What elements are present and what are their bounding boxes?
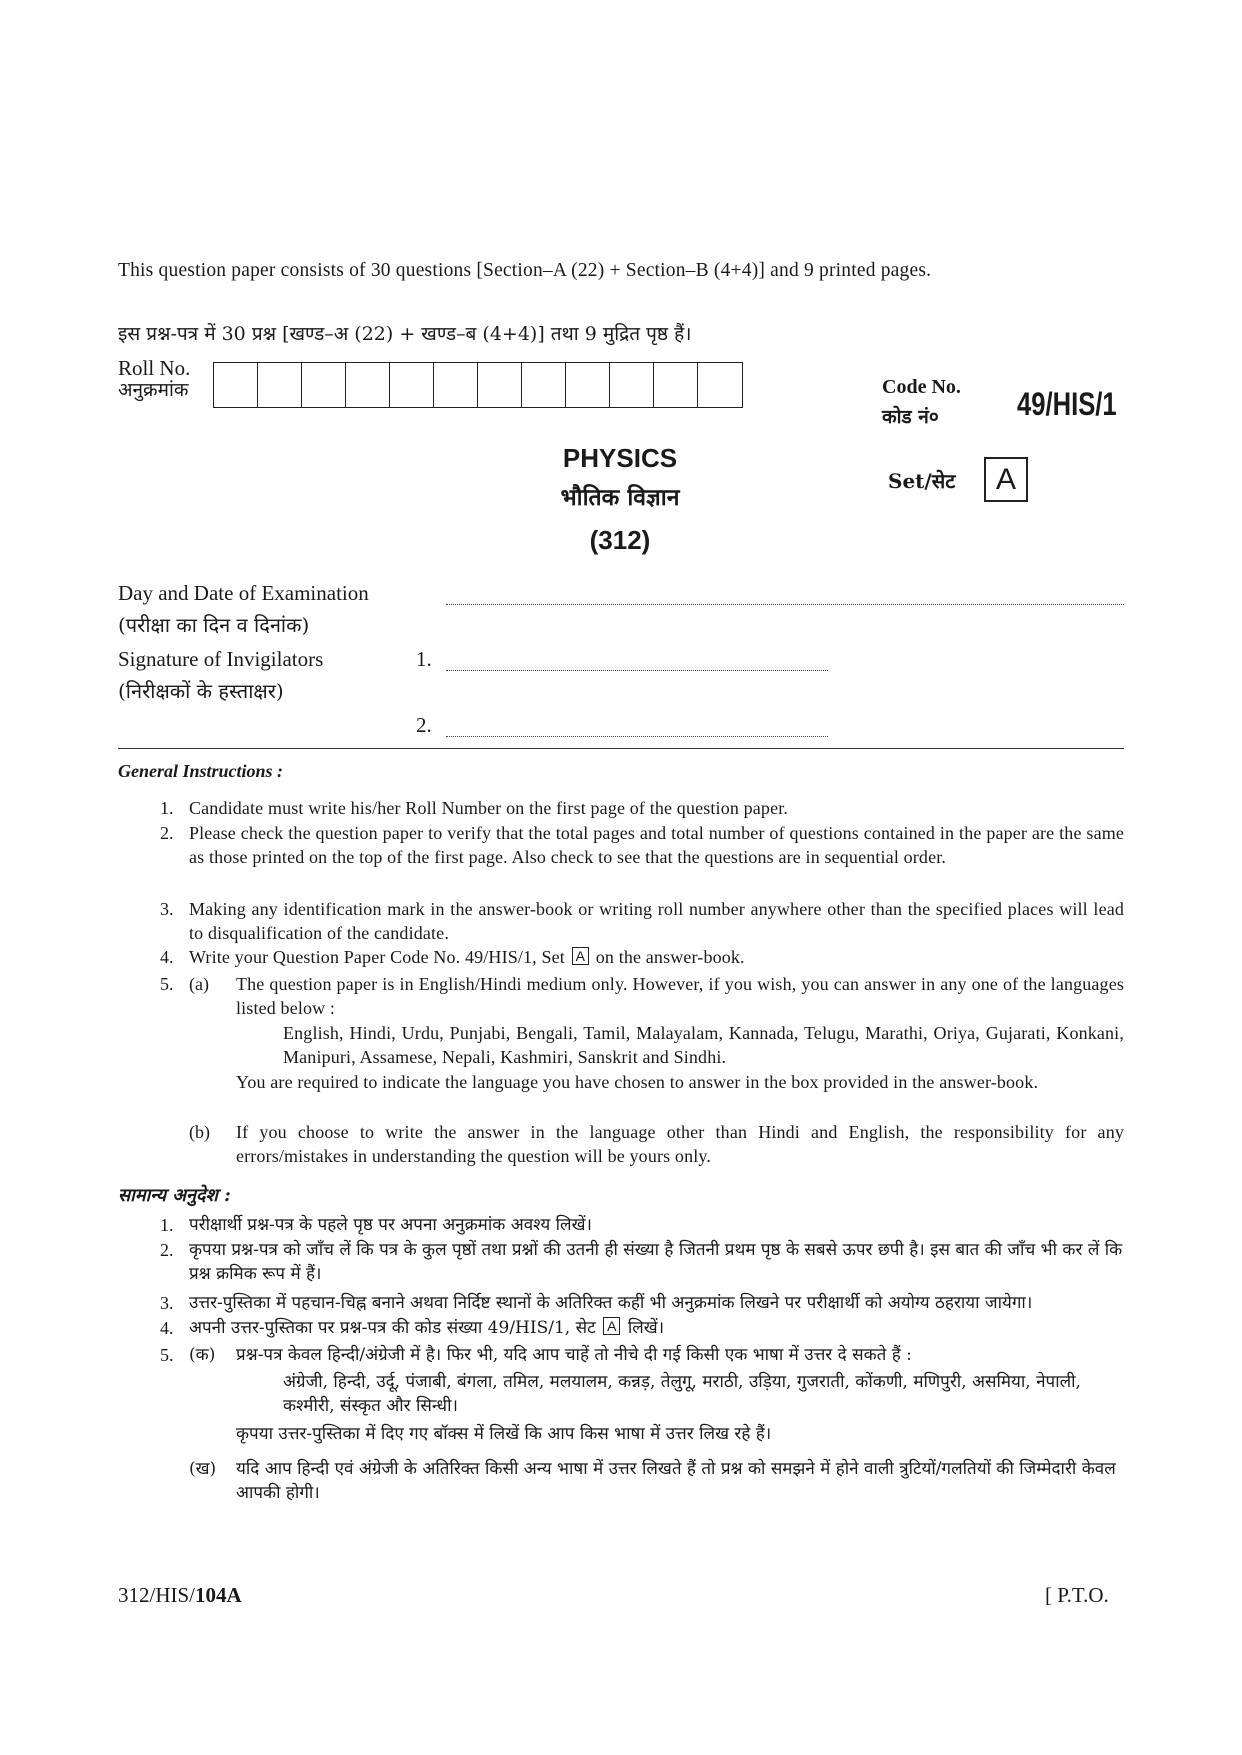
signature-1-line[interactable] [446, 669, 828, 671]
roll-label-hindi: अनुक्रमांक [118, 379, 189, 401]
divider [118, 748, 1124, 749]
roll-box[interactable] [654, 363, 698, 407]
hindi-instruction-1: परीक्षार्थी प्रश्न-पत्र के पहले पृष्ठ पर अपना अनुक्रमांक अवश्य लिखें। [189, 1215, 592, 1235]
instruction-2: Please check the question paper to verify that the total pages and total number of questions contained in the paper are the same as those printed on the top of the first page. Also check to see that the questions are in sequential order. [189, 823, 1124, 867]
roll-box[interactable] [302, 363, 346, 407]
code-label [882, 372, 961, 432]
hindi-set-inline-box: A [603, 1317, 620, 1335]
date-label-english: Day and Date of Examination [118, 581, 369, 605]
hindi-instruction-3: उत्तर-पुस्तिका में पहचान-चिह्न बनाने अथवा निर्दिष्ट स्थानों के अतिरिक्त कहीं भी अनुक्रमांक लिखने पर परीक्षार्थी को अयोग्य ठहराया जायेगा। [189, 1293, 1033, 1313]
hindi-instruction-5a-label: (क) [189, 1345, 216, 1365]
hindi-instruction-5a-note: कृपया उत्तर-पुस्तिका में दिए गए बॉक्स में लिखें कि आप किस भाषा में उत्तर लिख रहे हैं। [236, 1424, 772, 1444]
instruction-4-text-post: on the answer-book. [595, 947, 745, 967]
set-box: A [984, 457, 1028, 502]
hindi-instruction-5a-languages: अंग्रेजी, हिन्दी, उर्दू, पंजाबी, बंगला, तमिल, मलयालम, कन्नड़, तेलुगू, मराठी, उड़िया, गुजराती, कोंकणी, मणिपुरी, असमिया, नेपाली, कश्मीरी, संस्कृत और सिन्धी। [283, 1372, 1081, 1416]
roll-number-boxes[interactable] [213, 362, 743, 408]
subject-hindi: भौतिक विज्ञान [560, 484, 680, 511]
intro-hindi: इस प्रश्न-पत्र में 30 प्रश्न [खण्ड–अ (22) + खण्ड–ब (4+4)] तथा 9 मुद्रित पृष्ठ हैं। [118, 323, 692, 345]
date-line[interactable] [446, 603, 1124, 605]
date-label-hindi: (परीक्षा का दिन व दिनांक) [118, 613, 310, 637]
instruction-3: Making any identification mark in the answer-book or writing roll number anywhere other than the specified places will lead to disqualification of the candidate. [189, 899, 1124, 943]
instruction-5b-label: (b) [189, 1122, 210, 1142]
signature-label-hindi: (निरीक्षकों के हस्ताक्षर) [118, 679, 284, 703]
code-label-hindi: कोड नं० [882, 406, 939, 428]
hindi-instruction-number: 2. [160, 1240, 174, 1260]
roll-box[interactable] [522, 363, 566, 407]
hindi-instruction-4 [189, 1316, 1124, 1340]
roll-box[interactable] [434, 363, 478, 407]
footer-paper-code [118, 1583, 242, 1608]
instruction-number: 3. [160, 899, 174, 919]
roll-box[interactable] [390, 363, 434, 407]
intro-english: This question paper consists of 30 questions [Section–A (22) + Section–B (4+4)] and 9 printed pages. [118, 260, 932, 281]
roll-box[interactable] [346, 363, 390, 407]
footer-code-bold: 104A [195, 1583, 242, 1607]
set-inline-box: A [572, 947, 590, 965]
instruction-1: Candidate must write his/her Roll Number on the first page of the question paper. [189, 798, 789, 818]
code-label-english: Code No. [882, 376, 961, 398]
roll-box[interactable] [214, 363, 258, 407]
set-label: Set/सेट [888, 469, 956, 493]
instruction-number: 4. [160, 947, 174, 967]
signature-1-number: 1. [416, 647, 432, 671]
hindi-instruction-5a-text: प्रश्न-पत्र केवल हिन्दी/अंग्रेजी में है। फिर भी, यदि आप चाहें तो नीचे दी गई किसी एक भाषा में उत्तर दे सकते हैं : [236, 1345, 912, 1365]
hindi-instruction-5b-label: (ख) [189, 1459, 217, 1479]
general-instructions-heading: General Instructions : [118, 761, 284, 781]
subject-english: PHYSICS [562, 443, 678, 473]
roll-box[interactable] [478, 363, 522, 407]
hindi-instruction-2: कृपया प्रश्न-पत्र को जाँच लें कि पत्र के कुल पृष्ठों तथा प्रश्नों की उतनी ही संख्या है जितनी प्रथम पृष्ठ के सबसे ऊपर छपी है। इस बात की जाँच भी कर लें कि प्रश्न क्रमिक रूप में हैं। [189, 1240, 1123, 1284]
roll-box[interactable] [258, 363, 302, 407]
subject-code: (312) [589, 525, 651, 555]
roll-box[interactable] [566, 363, 610, 407]
hindi-instruction-number: 4. [160, 1318, 174, 1338]
instruction-5a-languages: English, Hindi, Urdu, Punjabi, Bengali, Tamil, Malayalam, Kannada, Telugu, Marathi, Oriya, Gujarati, Konkani, Manipuri, Assamese, Nepali, Kashmiri, Sanskrit and Sindhi. [283, 1023, 1124, 1067]
roll-box[interactable] [610, 363, 654, 407]
signature-2-number: 2. [416, 713, 432, 737]
hindi-instruction-5b-text: यदि आप हिन्दी एवं अंग्रेजी के अतिरिक्त किसी अन्य भाषा में उत्तर लिखते हैं तो प्रश्न को समझने में होने वाली त्रुटियों/गलतियों की जिम्मेदारी केवल आपकी होगी। [236, 1459, 1116, 1503]
instruction-5a-label: (a) [189, 974, 209, 994]
footer-code-prefix: 312/HIS/ [118, 1583, 196, 1607]
instruction-number: 1. [160, 798, 174, 818]
subject-block [520, 438, 720, 562]
roll-box[interactable] [698, 363, 742, 407]
instruction-number: 5. [160, 974, 174, 994]
instruction-5b-text: If you choose to write the answer in the language other than Hindi and English, the responsibility for any errors/mistakes in understanding the question will be yours only. [236, 1122, 1124, 1166]
instruction-4-text-pre: Write your Question Paper Code No. 49/HIS/1, Set [189, 947, 565, 967]
signature-label-english: Signature of Invigilators [118, 647, 324, 671]
instruction-4 [189, 945, 1124, 969]
hindi-instruction-number: 1. [160, 1215, 174, 1235]
hindi-instruction-4-text-pre: अपनी उत्तर-पुस्तिका पर प्रश्न-पत्र की कोड संख्या 49/HIS/1, सेट [189, 1318, 596, 1338]
footer-pto: [ P.T.O. [1045, 1583, 1109, 1607]
code-value: 49/HIS/1 [1017, 386, 1117, 422]
roll-label-english: Roll No. [118, 356, 191, 380]
hindi-instructions-heading: सामान्य अनुदेश : [118, 1185, 231, 1206]
hindi-instruction-4-text-post: लिखें। [627, 1318, 665, 1338]
signature-2-line[interactable] [446, 735, 828, 737]
hindi-instruction-number: 5. [160, 1345, 174, 1365]
instruction-number: 2. [160, 823, 174, 843]
hindi-instruction-number: 3. [160, 1293, 174, 1313]
instruction-5a-note: You are required to indicate the language you have chosen to answer in the box provided in the answer-book. [236, 1072, 1039, 1092]
instruction-5a-text: The question paper is in English/Hindi medium only. However, if you wish, you can answer in any one of the languages listed below : [236, 974, 1124, 1018]
roll-label [118, 357, 190, 401]
